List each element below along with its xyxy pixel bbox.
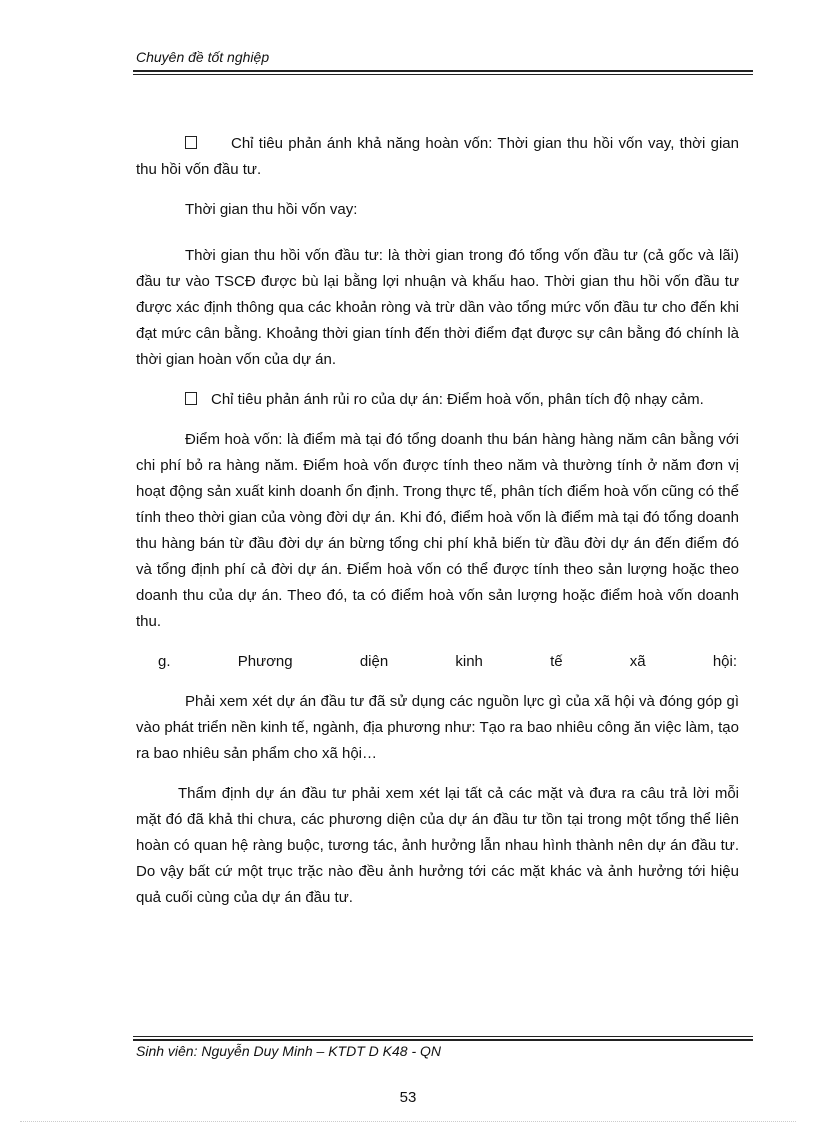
checkbox-bullet-icon [185, 392, 197, 405]
footer-student: Sinh viên: Nguyễn Duy Minh – KTDT D K48 - QN [136, 1043, 442, 1059]
paragraph-break-even: Điểm hoà vốn: là điểm mà tại đó tổng doanh thu bán hàng hàng năm cân bằng với chi phí bỏ ra hàng năm. Điểm hoà vốn được tính theo năm và thường tính ở năm đơn vị hoạt động sản xuất kinh doanh ổn định. Trong thực tế, phân tích điểm hoà vốn cũng có thể tính theo thời gian của vòng đời dự án. Khi đó, điểm hoà vốn là điểm mà tại đó tổng doanh thu hàng bán từ đầu đời dự án bừng tổng chi phí khả biến từ đầu đời dự án đến điểm đó và tổng định phí cả đời dự án. Điểm hoà vốn có thể được tính theo sản lượng hoặc theo doanh thu của dự án. Theo đó, ta có điểm hoà vốn sản lượng hoặc điểm hoà vốn doanh thu. [136, 431, 739, 630]
section-heading-socioeconomic: g. Phương diện kinh tế xã hội: [158, 653, 737, 670]
header-rule [133, 70, 753, 72]
paragraph-bullet-payback: Chỉ tiêu phản ánh khả năng hoàn vốn: Thời gian thu hồi vốn vay, thời gian thu hồi vốn đầu tư. [136, 135, 739, 178]
page-edge [20, 1121, 796, 1122]
paragraph-socioeconomic: Phải xem xét dự án đầu tư đã sử dụng các nguồn lực gì của xã hội và đóng góp gì vào phát triển nền kinh tế, ngành, địa phương như: Tạo ra bao nhiêu công ăn việc làm, tạo ra bao nhiêu sản phẩm cho xã hội… [136, 693, 739, 762]
paragraph-bullet-risk: Chỉ tiêu phản ánh rủi ro của dự án: Điểm hoà vốn, phân tích độ nhạy cảm. [136, 387, 739, 413]
paragraph-appraisal: Thẩm định dự án đầu tư phải xem xét lại tất cả các mặt và đưa ra câu trả lời mỗi mặt đó đã khả thi chưa, các phương diện của dự án đầu tư tồn tại trong một tổng thể liên hoàn có quan hệ ràng buộc, tương tác, ảnh hưởng lẫn nhau hình thành nên dự án đầu tư. Do vậy bất cứ một trục trặc nào đều ảnh hưởng tới các mặt khác và ảnh hưởng tới hiệu quả cuối cùng của dự án đầu tư. [136, 785, 739, 906]
header-rule-thin [133, 74, 753, 75]
footer-rule [133, 1039, 753, 1041]
page-number: 53 [399, 1089, 417, 1106]
paragraph-investment-payback: Thời gian thu hồi vốn đầu tư: là thời gian trong đó tổng vốn đầu tư (cả gốc và lãi) đầu tư vào TSCĐ được bù lại bằng lợi nhuận và khấu hao. Thời gian thu hồi vốn đầu tư được xác định thông qua các khoản ròng và trừ dần vào tổng mức vốn đầu tư cho đến khi đạt mức cân bằng. Khoảng thời gian tính đến thời điểm đạt được sự cân bằng đó chính là thời gian hoàn vốn của dự án. [136, 247, 739, 368]
paragraph-loan-payback: Thời gian thu hồi vốn vay: [185, 201, 358, 218]
checkbox-bullet-icon [185, 136, 197, 149]
header-title: Chuyên đề tốt nghiệp [136, 49, 270, 65]
page-body [136, 131, 739, 911]
footer-rule-thin [133, 1036, 753, 1037]
